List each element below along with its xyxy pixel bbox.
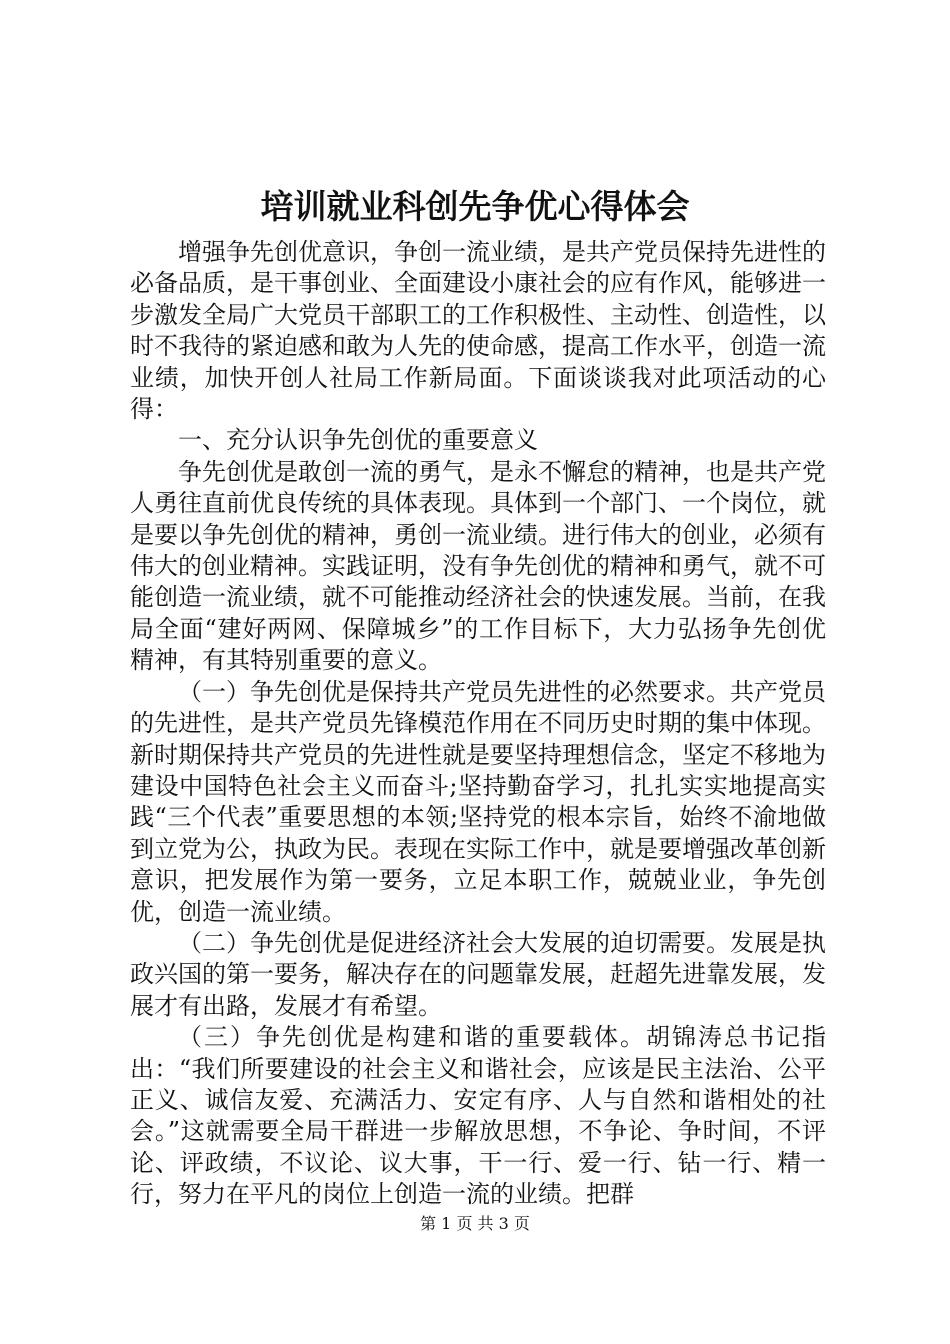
paragraph-significance: 争先创优是敢创一流的勇气，是永不懈怠的精神，也是共产党人勇往直前优良传统的具体表现。具体到一个部门、一个岗位，就是要以争先创优的精神，勇创一流业绩。进行伟大的创业，必须有伟大的创业精神。实践证明，没有争先创优的精神和勇气，就不可能创造一流业绩，就不可能推动经济社会的快速发展。当前，在我局全面“建好两网、保障城乡”的工作目标下，大力弘扬争先创优精神，有其特别重要的意义。 [130,457,826,675]
paragraph-point-2: （二）争先创优是促进经济社会大发展的迫切需要。发展是执政兴国的第一要务，解决存在的问题靠发展，赶超先进靠发展，发展才有出路，发展才有希望。 [130,928,826,1020]
paragraph-intro: 增强争先创优意识，争创一流业绩，是共产党员保持先进性的必备品质，是干事创业、全面建设小康社会的应有作风，能够进一步激发全局广大党员干部职工的工作积极性、主动性、创造性，以时不我待的紧迫感和敢为人先的使命感，提高工作水平，创造一流业绩，加快开创人社局工作新局面。下面谈谈我对此项活动的心得： [130,238,826,424]
paragraph-point-1: （一）争先创优是保持共产党员先进性的必然要求。共产党员的先进性，是共产党员先锋模范作用在不同历史时期的集中体现。新时期保持共产党员的先进性就是要坚持理想信念，坚定不移地为建设中国特色社会主义而奋斗;坚持勤奋学习，扎扎实实地提高实践“三个代表”重要思想的本领;坚持党的根本宗旨，始终不渝地做到立党为公，执政为民。表现在实际工作中，就是要增强改革创新意识，把发展作为第一要务，立足本职工作，兢兢业业，争先创优，创造一流业绩。 [130,677,826,926]
section-heading: 一、充分认识争先创优的重要意义 [178,426,538,455]
document-title: 培训就业科创先争优心得体会 [260,187,690,226]
document-body [130,237,826,1211]
paragraph-point-3: （三）争先创优是构建和谐的重要载体。胡锦涛总书记指出：“我们所要建设的社会主义和谐社会，应该是民主法治、公平正义、诚信友爱、充满活力、安定有序、人与自然和谐相处的社会。”这就需要全局干群进一步解放思想，不争论、争时间，不评论、评政绩，不议论、议大事，干一行、爱一行、钻一行、精一行，努力在平凡的岗位上创造一流的业绩。把群 [130,1023,826,1209]
page-number-footer: 第 1 页 共 3 页 [420,1214,530,1233]
